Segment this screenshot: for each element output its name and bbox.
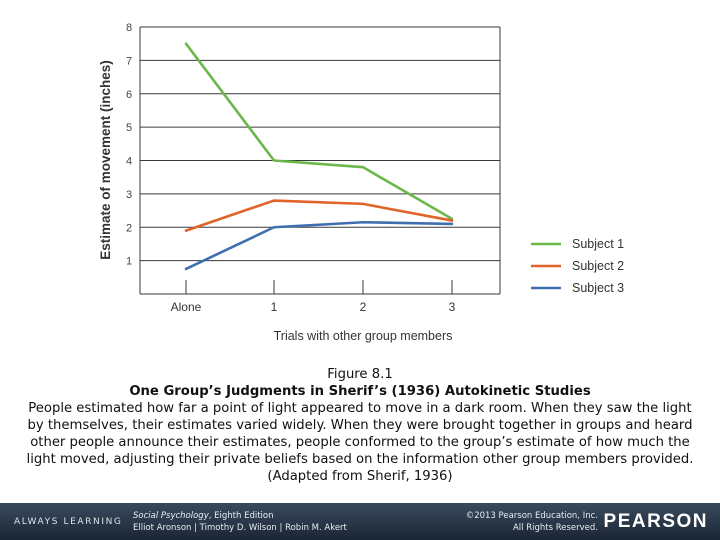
book-authors: Elliot Aronson | Timothy D. Wilson | Robin M. Akert: [133, 523, 347, 533]
figure-description: People estimated how far a point of light appeared to move in a dark room. When they saw the light by themselves, their estimates varied widely. When they were brought together in groups and heard other people announce their estimates, people conformed to the group’s estimate of how much the light moved, adjusting their private beliefs based on the information other group members provided. (Adapted from Sherif, 1936): [26, 401, 694, 484]
copyright-line: ©2013 Pearson Education, Inc.: [465, 511, 598, 521]
y-tick-label: 8: [125, 22, 133, 34]
y-tick-label: 3: [125, 188, 133, 201]
y-tick-label: 6: [125, 88, 133, 101]
footer-book-info: [133, 510, 347, 534]
x-tick-label: 1: [270, 300, 278, 314]
y-tick-label: 4: [125, 155, 133, 168]
footer-copyright: [466, 510, 598, 534]
series-lines: [186, 44, 452, 269]
y-tick-label: 2: [125, 222, 133, 235]
figure-number: Figure 8.1: [327, 367, 393, 382]
x-tick-label: Alone: [170, 300, 202, 314]
figure-caption: [20, 366, 700, 485]
book-title: Social Psychology: [133, 511, 209, 521]
legend-label: Subject 1: [572, 237, 625, 251]
legend-label: Subject 2: [572, 259, 625, 273]
legend: [531, 237, 624, 295]
series-line: [186, 222, 452, 269]
rights-line: All Rights Reserved.: [512, 523, 598, 533]
y-tick-label: 1: [125, 255, 133, 268]
book-edition: , Eighth Edition: [208, 511, 274, 521]
gridlines: [140, 27, 500, 294]
figure-title: One Group’s Judgments in Sherif’s (1936) Autokinetic Studies: [129, 384, 591, 399]
y-tick-labels: [126, 22, 132, 268]
y-tick-label: 5: [125, 122, 133, 135]
footer-tagline: ALWAYS LEARNING: [14, 517, 123, 527]
y-axis-label: Estimate of movement (inches): [98, 60, 113, 260]
x-tick-label: 3: [448, 300, 456, 314]
series-line: [186, 201, 452, 231]
series-line: [186, 44, 452, 219]
x-tick-labels: [171, 280, 456, 314]
pearson-logo: PEARSON: [603, 511, 708, 532]
y-tick-label: 7: [125, 55, 133, 68]
legend-label: Subject 3: [572, 281, 625, 295]
x-axis-label: Trials with other group members: [273, 329, 453, 343]
x-tick-label: 2: [359, 300, 367, 314]
footer-bar: [0, 503, 720, 540]
